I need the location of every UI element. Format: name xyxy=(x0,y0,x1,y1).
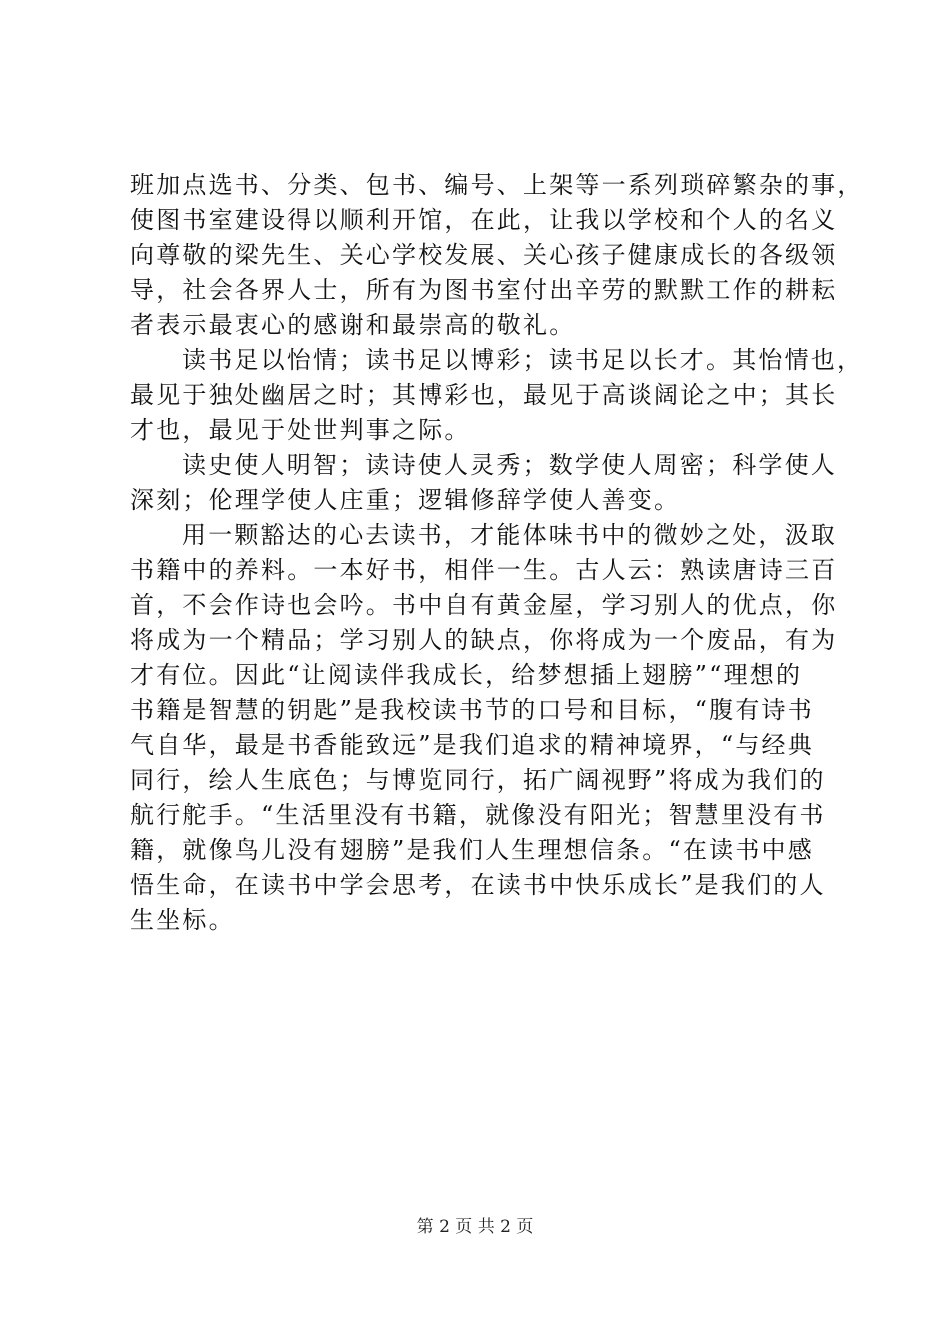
text-line: 气自华，最是书香能致远”是我们追求的精神境界，“与经典 xyxy=(130,731,814,759)
paragraph-start-line: 读书足以怡情；读书足以博彩；读书足以长才。其怡情也， xyxy=(182,346,864,374)
text-line: 者表示最衷心的感谢和最崇高的敬礼。 xyxy=(130,311,576,339)
text-line: 悟生命，在读书中学会思考，在读书中快乐成长”是我们的人 xyxy=(130,871,826,899)
text-line: 才也，最见于处世判事之际。 xyxy=(130,416,471,444)
paragraph-start-line: 读史使人明智；读诗使人灵秀；数学使人周密；科学使人 xyxy=(182,451,837,479)
paragraph-start-line: 用一颗豁达的心去读书，才能体味书中的微妙之处，汲取 xyxy=(182,521,837,549)
text-line: 导，社会各界人士，所有为图书室付出辛劳的默默工作的耕耘 xyxy=(130,276,838,304)
text-line: 班加点选书、分类、包书、编号、上架等一系列琐碎繁杂的事， xyxy=(130,171,864,199)
text-line: 书籍中的养料。一本好书，相伴一生。古人云：熟读唐诗三百 xyxy=(130,556,838,584)
text-line: 首，不会作诗也会吟。书中自有黄金屋，学习别人的优点，你 xyxy=(130,591,838,619)
text-line: 深刻；伦理学使人庄重；逻辑修辞学使人善变。 xyxy=(130,486,681,514)
text-line: 向尊敬的梁先生、关心学校发展、关心孩子健康成长的各级领 xyxy=(130,241,838,269)
text-line: 籍，就像鸟儿没有翅膀”是我们人生理想信条。“在读书中感 xyxy=(130,836,814,864)
text-line: 使图书室建设得以顺利开馆，在此，让我以学校和个人的名义 xyxy=(130,206,838,234)
text-line: 将成为一个精品；学习别人的缺点，你将成为一个废品，有为 xyxy=(130,626,838,654)
text-line: 航行舵手。“生活里没有书籍，就像没有阳光；智慧里没有书 xyxy=(130,801,826,829)
body-text xyxy=(130,168,864,938)
page-number-footer: 第 2 页 共 2 页 xyxy=(416,1217,534,1237)
text-line: 生坐标。 xyxy=(130,906,235,934)
text-line: 最见于独处幽居之时；其博彩也，最见于高谈阔论之中；其长 xyxy=(130,381,838,409)
text-line: 才有位。因此“让阅读伴我成长，给梦想插上翅膀”“理想的 xyxy=(130,661,803,689)
text-line: 同行，绘人生底色；与博览同行，拓广阔视野”将成为我们的 xyxy=(130,766,826,794)
text-line: 书籍是智慧的钥匙”是我校读书节的口号和目标，“腹有诗书 xyxy=(130,696,814,724)
